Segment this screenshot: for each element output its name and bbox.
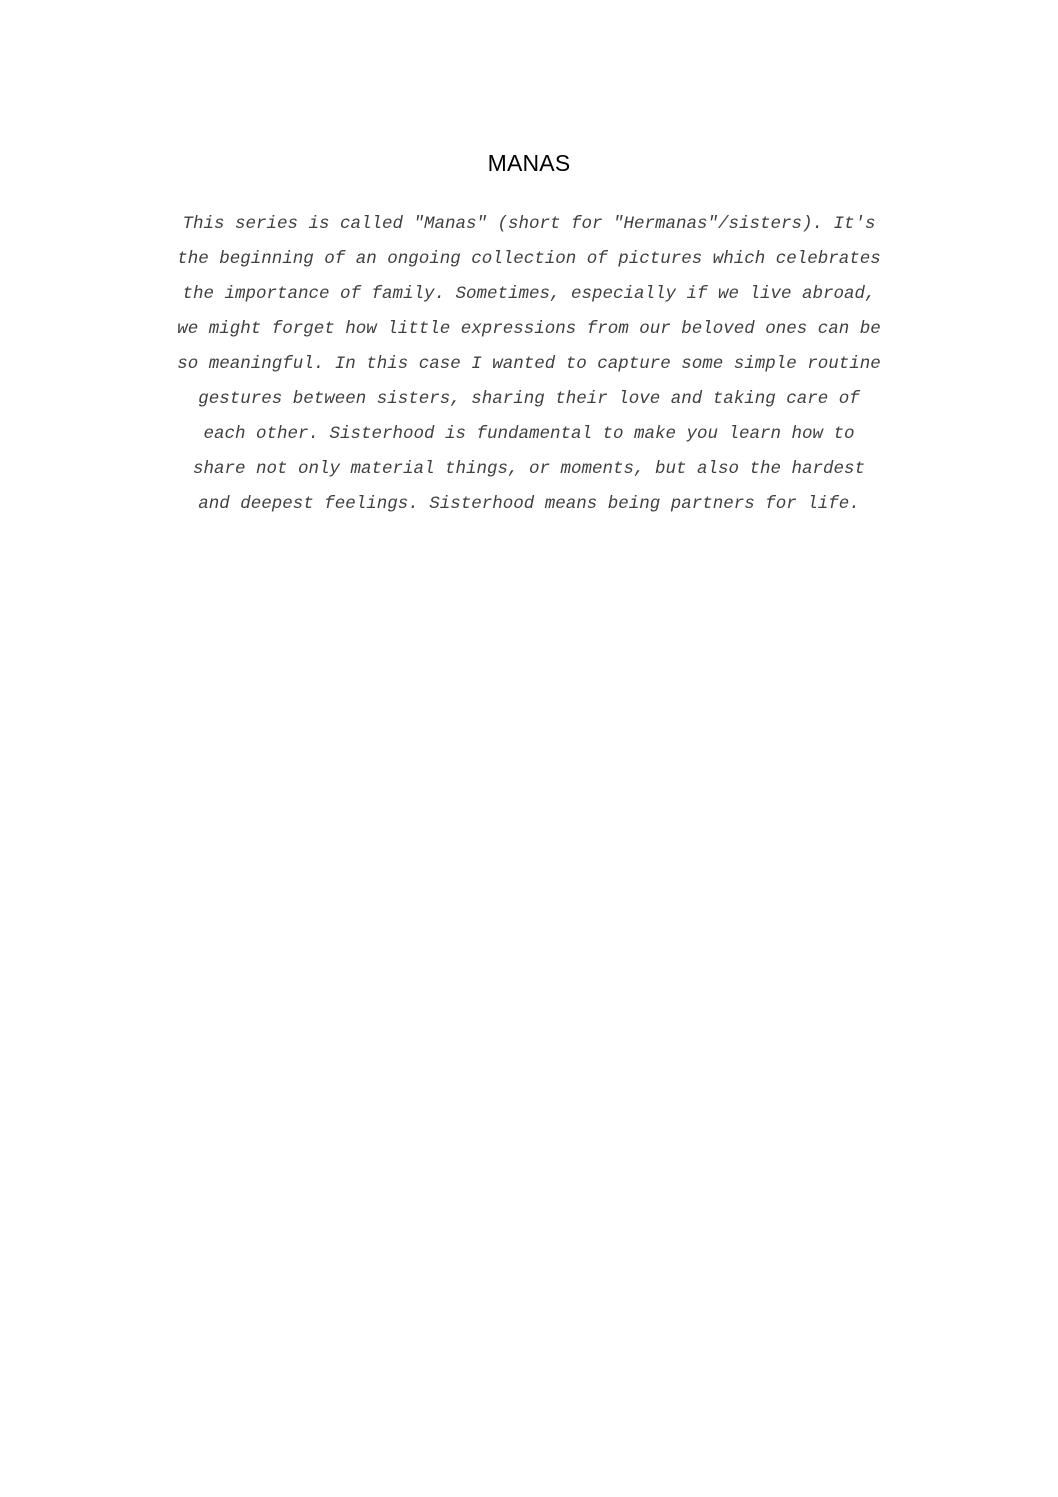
paragraph-line: gestures between sisters, sharing their love and taking care of xyxy=(198,389,860,409)
paragraph-line: so meaningful. In this case I wanted to capture some simple routine xyxy=(177,354,881,374)
paragraph-line: we might forget how little expressions from our beloved ones can be xyxy=(177,319,881,339)
paragraph-line: the importance of family. Sometimes, especially if we live abroad, xyxy=(182,284,876,304)
description-paragraph xyxy=(0,207,1058,522)
paragraph-line: share not only material things, or moments, but also the hardest xyxy=(192,459,866,479)
paragraph-line: each other. Sisterhood is fundamental to make you learn how to xyxy=(203,424,855,444)
paragraph-line: and deepest feelings. Sisterhood means being partners for life. xyxy=(198,494,860,514)
paragraph-line: This series is called "Manas" (short for "Hermanas"/sisters). It's xyxy=(182,214,876,234)
document-title: MANAS xyxy=(487,150,571,176)
paragraph-line: the beginning of an ongoing collection of pictures which celebrates xyxy=(177,249,881,269)
